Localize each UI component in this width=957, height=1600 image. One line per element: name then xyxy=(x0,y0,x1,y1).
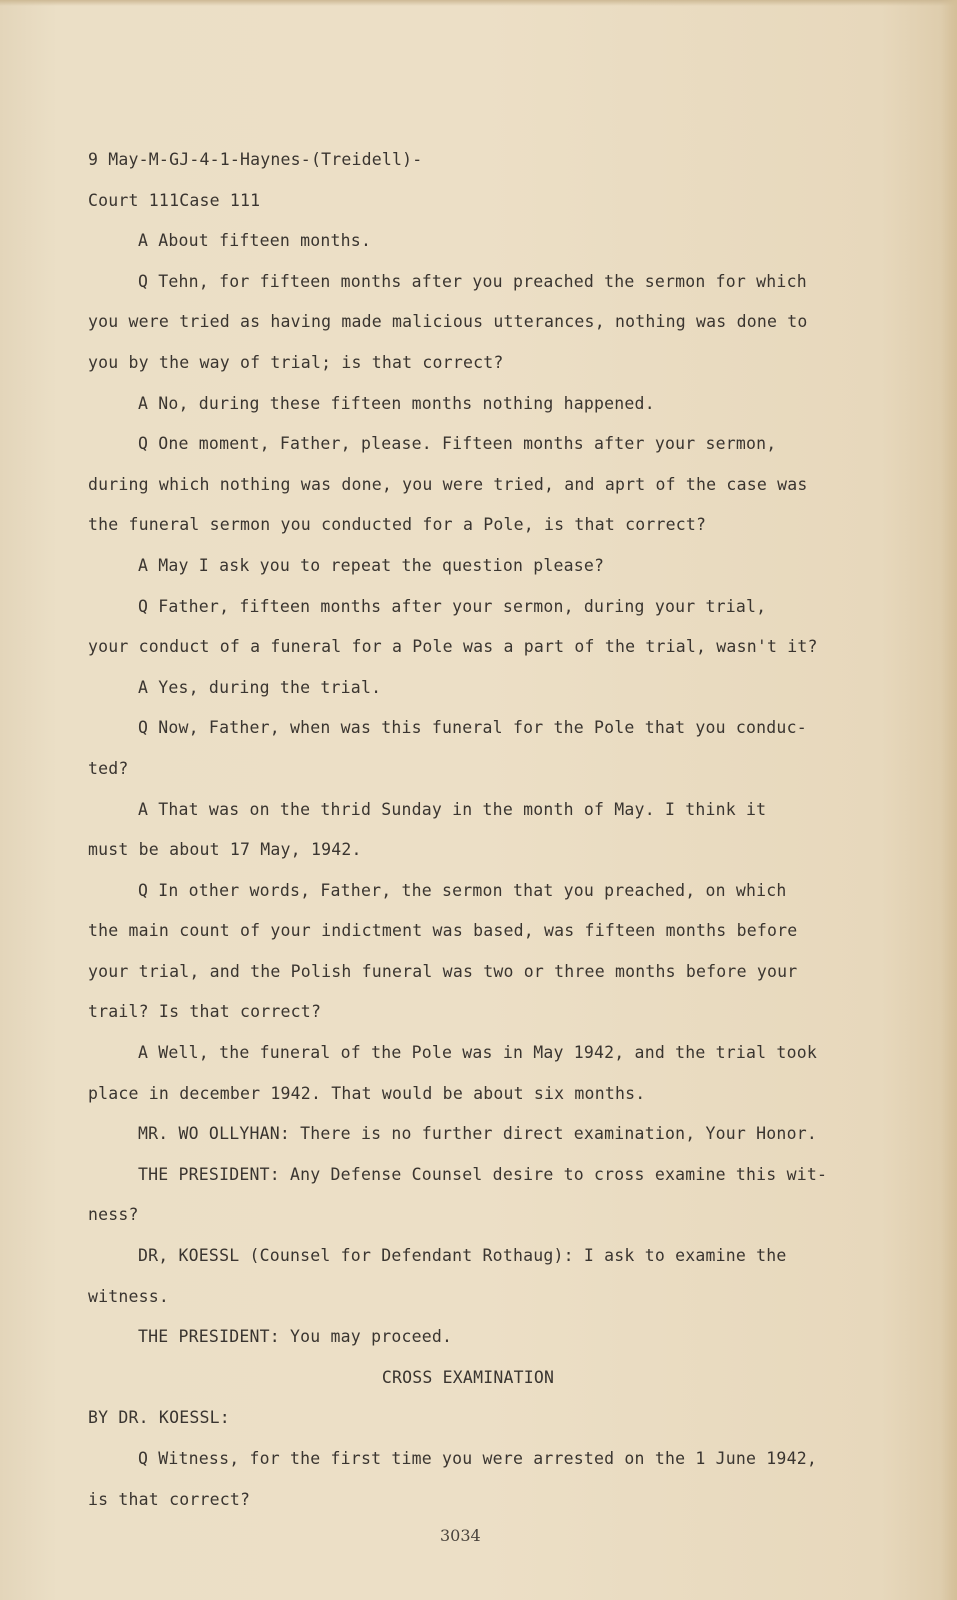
transcript-line: A About fifteen months. xyxy=(138,231,372,251)
transcript-line: Q Witness, for the first time you were arrested on the 1 June 1942, xyxy=(138,1449,817,1468)
transcript-line: THE PRESIDENT: You may proceed. xyxy=(138,1327,453,1347)
transcript-line: the main count of your indictment was based, was fifteen months before xyxy=(88,921,798,941)
header-line-2: Court 111Case 111 xyxy=(88,190,261,210)
transcript-line: you were tried as having made malicious utterances, nothing was done to xyxy=(88,312,808,332)
transcript-line: THE PRESIDENT: Any Defense Counsel desire to cross examine this wit- xyxy=(138,1164,828,1184)
transcript-line: A Yes, during the trial. xyxy=(138,677,382,697)
transcript-line: the funeral sermon you conducted for a Pole, is that correct? xyxy=(88,515,707,535)
page-top-edge xyxy=(0,0,957,6)
transcript-line: you by the way of trial; is that correct? xyxy=(88,352,504,372)
transcript-line: A No, during these fifteen months nothing happened. xyxy=(138,393,655,413)
transcript-line: DR, KOESSL (Counsel for Defendant Rothaug): I ask to examine the xyxy=(138,1246,787,1266)
transcript-body xyxy=(88,140,848,1520)
transcript-line: your trial, and the Polish funeral was two or three months before your xyxy=(88,961,798,981)
transcript-line: is that correct? xyxy=(88,1489,251,1509)
transcript-line: Q In other words, Father, the sermon that you preached, on which xyxy=(138,880,787,900)
page-right-edge xyxy=(941,0,957,1600)
transcript-line: trail? Is that correct? xyxy=(88,1002,322,1022)
page-number: 3034 xyxy=(440,1526,481,1545)
transcript-line: Q Tehn, for fifteen months after you preached the sermon for which xyxy=(138,271,807,291)
transcript-line: your conduct of a funeral for a Pole was a part of the trial, wasn't it? xyxy=(88,637,818,657)
transcript-line: CROSS EXAMINATION xyxy=(381,1367,555,1387)
transcript-line: place in december 1942. That would be about six months. xyxy=(88,1083,646,1103)
transcript-line: during which nothing was done, you were tried, and aprt of the case was xyxy=(88,474,808,494)
transcript-line: A May I ask you to repeat the question please? xyxy=(138,555,605,575)
transcript-lines xyxy=(88,221,848,1520)
transcript-line: BY DR. KOESSL: xyxy=(88,1408,230,1428)
transcript-line: witness. xyxy=(88,1286,170,1306)
transcript-line: A Well, the funeral of the Pole was in May 1942, and the trial took xyxy=(138,1043,817,1063)
transcript-line: MR. WO OLLYHAN: There is no further direct examination, Your Honor. xyxy=(138,1124,817,1144)
transcript-line: Q Now, Father, when was this funeral for the Pole that you conduc- xyxy=(138,718,807,738)
header-line-1: 9 May-M-GJ-4-1-Haynes-(Treidell)- xyxy=(88,150,423,169)
transcript-line: ted? xyxy=(88,758,129,778)
transcript-line: A That was on the thrid Sunday in the month of May. I think it xyxy=(138,799,767,819)
transcript-line: Q One moment, Father, please. Fifteen months after your sermon, xyxy=(138,434,777,454)
transcript-line: Q Father, fifteen months after your sermon, during your trial, xyxy=(138,596,767,616)
transcript-line: must be about 17 May, 1942. xyxy=(88,840,362,860)
transcript-line: ness? xyxy=(88,1205,139,1225)
